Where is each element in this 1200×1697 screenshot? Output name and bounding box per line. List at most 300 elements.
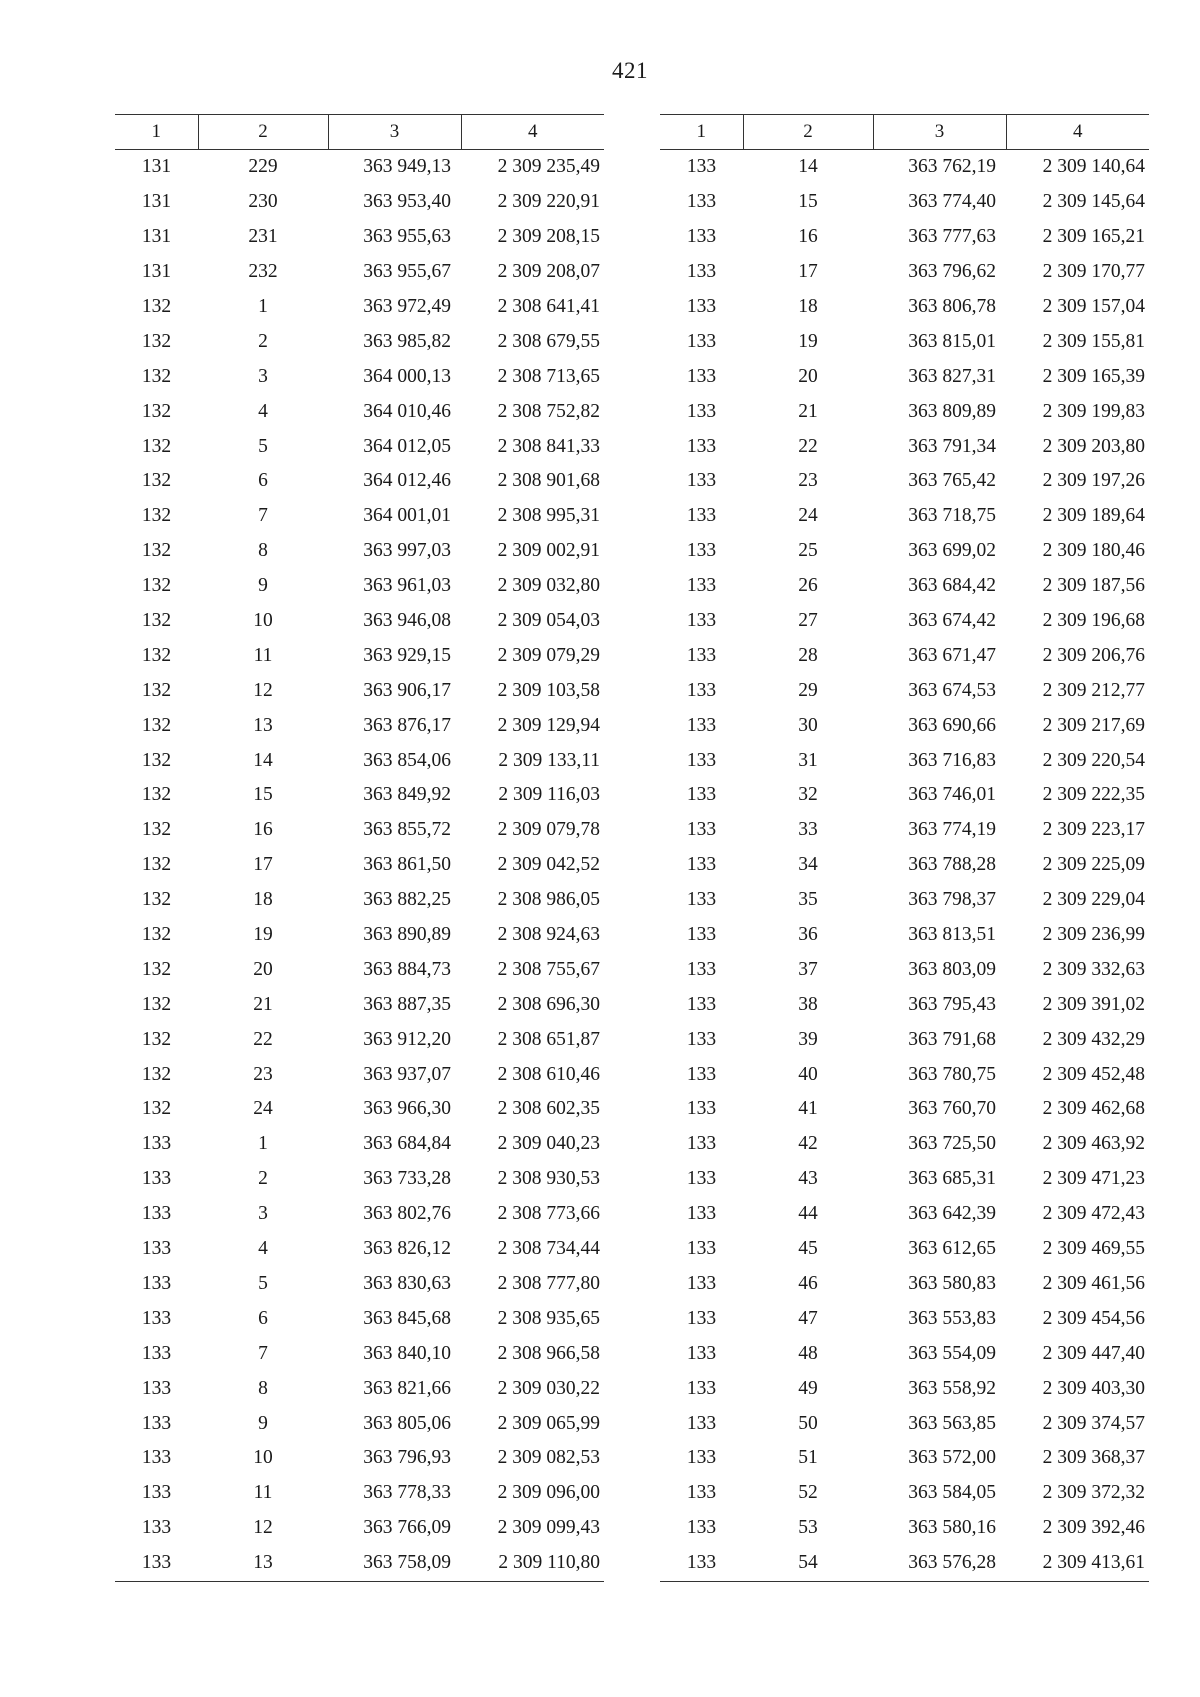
point-number-cell: 44 [798, 1203, 818, 1225]
y-coordinate-cell: 2 309 079,29 [497, 644, 600, 666]
parcel-number-cell: 133 [141, 1377, 172, 1399]
table-row [660, 848, 1149, 883]
point-number-cell: 15 [798, 191, 818, 213]
y-coordinate-cell: 2 309 145,64 [1042, 191, 1145, 213]
x-coordinate-cell: 363 746,01 [908, 784, 996, 806]
parcel-number-cell: 132 [141, 854, 172, 876]
table-row [660, 1092, 1149, 1127]
table-row [660, 1476, 1149, 1511]
table-row [660, 673, 1149, 708]
table-row [115, 394, 604, 429]
parcel-number-cell: 133 [141, 1133, 172, 1155]
x-coordinate-cell: 363 684,42 [908, 575, 996, 597]
table-row [660, 987, 1149, 1022]
parcel-number-cell: 132 [141, 435, 172, 457]
y-coordinate-cell: 2 309 032,80 [497, 575, 600, 597]
point-number-cell: 3 [258, 365, 268, 387]
y-coordinate-cell: 2 309 065,99 [497, 1412, 600, 1434]
x-coordinate-cell: 364 012,05 [363, 435, 451, 457]
parcel-number-cell: 132 [141, 296, 172, 317]
column-header: 4 [1006, 115, 1149, 150]
y-coordinate-cell: 2 308 696,30 [497, 993, 600, 1015]
x-coordinate-cell: 363 946,08 [363, 610, 451, 632]
x-coordinate-cell: 363 854,06 [363, 749, 451, 771]
point-number-cell: 32 [798, 784, 818, 806]
table-row [660, 952, 1149, 987]
x-coordinate-cell: 363 849,92 [363, 784, 451, 806]
table-row [115, 464, 604, 499]
y-coordinate-cell: 2 308 651,87 [497, 1028, 600, 1050]
parcel-number-cell: 133 [686, 714, 717, 736]
y-coordinate-cell: 2 308 755,67 [497, 958, 600, 980]
x-coordinate-cell: 363 576,28 [908, 1552, 996, 1574]
parcel-number-cell: 133 [686, 330, 717, 352]
x-coordinate-cell: 363 674,42 [908, 610, 996, 632]
parcel-number-cell: 133 [141, 1238, 172, 1260]
y-coordinate-cell: 2 309 222,35 [1042, 784, 1145, 806]
parcel-number-cell: 132 [141, 330, 172, 352]
parcel-number-cell: 133 [686, 784, 717, 806]
point-number-cell: 29 [798, 679, 818, 701]
point-number-cell: 22 [253, 1028, 273, 1050]
x-coordinate-cell: 363 884,73 [363, 958, 451, 980]
parcel-number-cell: 133 [686, 1377, 717, 1399]
parcel-number-cell: 133 [686, 261, 717, 283]
y-coordinate-cell: 2 309 462,68 [1042, 1098, 1145, 1120]
point-number-cell: 229 [248, 156, 278, 178]
point-number-cell: 42 [798, 1133, 818, 1155]
parcel-number-cell: 133 [686, 749, 717, 771]
parcel-number-cell: 132 [141, 644, 172, 666]
x-coordinate-cell: 363 584,05 [908, 1482, 996, 1504]
table-row [115, 918, 604, 953]
x-coordinate-cell: 363 777,63 [908, 226, 996, 248]
x-coordinate-cell: 363 788,28 [908, 854, 996, 876]
parcel-number-cell: 131 [141, 156, 172, 178]
x-coordinate-cell: 363 997,03 [363, 540, 451, 562]
y-coordinate-cell: 2 309 220,54 [1042, 749, 1145, 771]
table-row [115, 220, 604, 255]
table-row [660, 1546, 1149, 1581]
table-row [660, 1406, 1149, 1441]
y-coordinate-cell: 2 309 452,48 [1042, 1063, 1145, 1085]
x-coordinate-cell: 363 906,17 [363, 679, 451, 701]
parcel-number-cell: 133 [686, 993, 717, 1015]
point-number-cell: 14 [253, 749, 273, 771]
y-coordinate-cell: 2 308 713,65 [497, 365, 600, 387]
x-coordinate-cell: 363 762,19 [908, 156, 996, 178]
table-row [115, 1336, 604, 1371]
table-row [115, 499, 604, 534]
y-coordinate-cell: 2 309 391,02 [1042, 993, 1145, 1015]
parcel-number-cell: 132 [141, 1063, 172, 1085]
point-number-cell: 10 [253, 1447, 273, 1469]
x-coordinate-cell: 363 809,89 [908, 400, 996, 422]
column-header: 2 [198, 115, 328, 150]
table-row [660, 778, 1149, 813]
point-number-cell: 9 [258, 1412, 268, 1434]
parcel-number-cell: 132 [141, 749, 172, 771]
parcel-number-cell: 133 [686, 156, 717, 178]
x-coordinate-cell: 363 806,78 [908, 296, 996, 317]
x-coordinate-cell: 363 949,13 [363, 156, 451, 178]
parcel-number-cell: 133 [686, 958, 717, 980]
y-coordinate-cell: 2 309 332,63 [1042, 958, 1145, 980]
x-coordinate-cell: 363 821,66 [363, 1377, 451, 1399]
table-row [115, 1162, 604, 1197]
table-row [115, 883, 604, 918]
point-number-cell: 45 [798, 1238, 818, 1260]
point-number-cell: 34 [798, 854, 818, 876]
x-coordinate-cell: 363 766,09 [363, 1517, 451, 1539]
y-coordinate-cell: 2 309 413,61 [1042, 1552, 1145, 1574]
parcel-number-cell: 133 [686, 1272, 717, 1294]
y-coordinate-cell: 2 309 199,83 [1042, 400, 1145, 422]
y-coordinate-cell: 2 309 197,26 [1042, 470, 1145, 492]
table-row [660, 324, 1149, 359]
table-row [115, 638, 604, 673]
table-row [660, 1057, 1149, 1092]
table-row [660, 1301, 1149, 1336]
table-row [660, 1441, 1149, 1476]
parcel-number-cell: 133 [686, 679, 717, 701]
y-coordinate-cell: 2 308 841,33 [497, 435, 600, 457]
x-coordinate-cell: 363 725,50 [908, 1133, 996, 1155]
table-row [115, 848, 604, 883]
parcel-number-cell: 133 [686, 1028, 717, 1050]
y-coordinate-cell: 2 309 082,53 [497, 1447, 600, 1469]
x-coordinate-cell: 363 805,06 [363, 1412, 451, 1434]
parcel-number-cell: 131 [141, 226, 172, 248]
table-row [660, 1371, 1149, 1406]
point-number-cell: 4 [258, 1238, 268, 1260]
point-number-cell: 18 [798, 296, 818, 317]
column-header: 1 [151, 121, 161, 142]
y-coordinate-cell: 2 309 189,64 [1042, 505, 1145, 527]
point-number-cell: 24 [798, 505, 818, 527]
x-coordinate-cell: 363 861,50 [363, 854, 451, 876]
x-coordinate-cell: 363 554,09 [908, 1342, 996, 1364]
point-number-cell: 19 [253, 924, 273, 946]
y-coordinate-cell: 2 309 140,64 [1042, 156, 1145, 178]
parcel-number-cell: 133 [141, 1272, 172, 1294]
point-number-cell: 8 [258, 1377, 268, 1399]
y-coordinate-cell: 2 309 079,78 [497, 819, 600, 841]
x-coordinate-cell: 363 798,37 [908, 889, 996, 911]
point-number-cell: 8 [258, 540, 268, 562]
parcel-number-cell: 133 [141, 1168, 172, 1190]
x-coordinate-cell: 363 612,65 [908, 1238, 996, 1260]
parcel-number-cell: 133 [686, 1203, 717, 1225]
table-row [115, 1092, 604, 1127]
x-coordinate-cell: 363 774,19 [908, 819, 996, 841]
point-number-cell: 23 [798, 470, 818, 492]
table-row [115, 778, 604, 813]
y-coordinate-cell: 2 308 641,41 [497, 296, 600, 317]
x-coordinate-cell: 363 972,49 [363, 296, 451, 317]
point-number-cell: 13 [253, 714, 273, 736]
x-coordinate-cell: 364 010,46 [363, 400, 451, 422]
table-row [660, 150, 1149, 185]
y-coordinate-cell: 2 309 374,57 [1042, 1412, 1145, 1434]
x-coordinate-cell: 363 830,63 [363, 1272, 451, 1294]
parcel-number-cell: 132 [141, 958, 172, 980]
table-row [660, 429, 1149, 464]
table-row [115, 1301, 604, 1336]
table-row [115, 708, 604, 743]
coordinates-table-left [115, 114, 604, 1582]
parcel-number-cell: 133 [141, 1447, 172, 1469]
table-row [660, 290, 1149, 325]
parcel-number-cell: 132 [141, 1028, 172, 1050]
table-row [115, 1057, 604, 1092]
table-row [115, 1476, 604, 1511]
x-coordinate-cell: 363 929,15 [363, 644, 451, 666]
x-coordinate-cell: 363 758,09 [363, 1552, 451, 1574]
table-row [115, 1406, 604, 1441]
parcel-number-cell: 133 [686, 575, 717, 597]
y-coordinate-cell: 2 308 901,68 [497, 470, 600, 492]
table-row [115, 324, 604, 359]
y-coordinate-cell: 2 308 995,31 [497, 505, 600, 527]
point-number-cell: 1 [258, 296, 268, 317]
x-coordinate-cell: 363 796,62 [908, 261, 996, 283]
point-number-cell: 33 [798, 819, 818, 841]
table-row [660, 359, 1149, 394]
parcel-number-cell: 133 [686, 226, 717, 248]
column-header: 3 [873, 115, 1006, 150]
parcel-number-cell: 133 [686, 1063, 717, 1085]
x-coordinate-cell: 363 840,10 [363, 1342, 451, 1364]
y-coordinate-cell: 2 309 155,81 [1042, 330, 1145, 352]
y-coordinate-cell: 2 309 165,21 [1042, 226, 1145, 248]
x-coordinate-cell: 363 780,75 [908, 1063, 996, 1085]
parcel-number-cell: 133 [686, 1517, 717, 1539]
point-number-cell: 21 [798, 400, 818, 422]
parcel-number-cell: 132 [141, 505, 172, 527]
y-coordinate-cell: 2 309 099,43 [497, 1517, 600, 1539]
parcel-number-cell: 133 [686, 365, 717, 387]
table-row [115, 952, 604, 987]
point-number-cell: 47 [798, 1307, 818, 1329]
table-row [115, 1197, 604, 1232]
parcel-number-cell: 133 [141, 1203, 172, 1225]
table-row [115, 987, 604, 1022]
table-row [660, 255, 1149, 290]
y-coordinate-cell: 2 309 229,04 [1042, 889, 1145, 911]
point-number-cell: 23 [253, 1063, 273, 1085]
x-coordinate-cell: 363 887,35 [363, 993, 451, 1015]
point-number-cell: 17 [798, 261, 818, 283]
parcel-number-cell: 133 [686, 924, 717, 946]
page-number: 421 [612, 58, 648, 83]
table-row [660, 185, 1149, 220]
column-header: 4 [461, 115, 604, 150]
x-coordinate-cell: 363 813,51 [908, 924, 996, 946]
point-number-cell: 24 [253, 1098, 273, 1120]
x-coordinate-cell: 363 876,17 [363, 714, 451, 736]
point-number-cell: 54 [798, 1552, 818, 1574]
table-row [660, 1511, 1149, 1546]
y-coordinate-cell: 2 309 208,15 [497, 226, 600, 248]
parcel-number-cell: 133 [141, 1307, 172, 1329]
y-coordinate-cell: 2 309 110,80 [498, 1552, 600, 1574]
point-number-cell: 5 [258, 435, 268, 457]
y-coordinate-cell: 2 308 966,58 [497, 1342, 600, 1364]
point-number-cell: 15 [253, 784, 273, 806]
y-coordinate-cell: 2 309 235,49 [497, 156, 600, 178]
table-row [115, 743, 604, 778]
y-coordinate-cell: 2 309 471,23 [1042, 1168, 1145, 1190]
x-coordinate-cell: 363 855,72 [363, 819, 451, 841]
point-number-cell: 14 [798, 156, 818, 178]
y-coordinate-cell: 2 309 236,99 [1042, 924, 1145, 946]
parcel-number-cell: 133 [686, 854, 717, 876]
y-coordinate-cell: 2 309 030,22 [497, 1377, 600, 1399]
x-coordinate-cell: 363 563,85 [908, 1412, 996, 1434]
table-row [660, 1232, 1149, 1267]
y-coordinate-cell: 2 308 602,35 [497, 1098, 600, 1120]
table-header-row [115, 115, 604, 150]
y-coordinate-cell: 2 309 454,56 [1042, 1307, 1145, 1329]
point-number-cell: 7 [258, 505, 268, 527]
parcel-number-cell: 132 [141, 993, 172, 1015]
table-row [115, 1371, 604, 1406]
point-number-cell: 230 [248, 191, 278, 213]
parcel-number-cell: 131 [141, 261, 172, 283]
y-coordinate-cell: 2 309 002,91 [497, 540, 600, 562]
table-row [660, 1197, 1149, 1232]
table-row [115, 290, 604, 325]
table-row [115, 150, 604, 185]
point-number-cell: 6 [258, 470, 268, 492]
table-row [115, 359, 604, 394]
parcel-number-cell: 132 [141, 540, 172, 562]
parcel-number-cell: 133 [141, 1412, 172, 1434]
parcel-number-cell: 131 [141, 191, 172, 213]
parcel-number-cell: 133 [686, 1552, 717, 1574]
table-row [115, 813, 604, 848]
point-number-cell: 3 [258, 1203, 268, 1225]
x-coordinate-cell: 363 572,00 [908, 1447, 996, 1469]
x-coordinate-cell: 363 553,83 [908, 1307, 996, 1329]
table-row [115, 604, 604, 639]
x-coordinate-cell: 363 690,66 [908, 714, 996, 736]
x-coordinate-cell: 363 912,20 [363, 1028, 451, 1050]
x-coordinate-cell: 363 882,25 [363, 889, 451, 911]
point-number-cell: 31 [798, 749, 818, 771]
x-coordinate-cell: 363 802,76 [363, 1203, 451, 1225]
parcel-number-cell: 133 [686, 191, 717, 213]
parcel-number-cell: 133 [686, 435, 717, 457]
parcel-number-cell: 132 [141, 575, 172, 597]
y-coordinate-cell: 2 309 157,04 [1042, 296, 1145, 317]
point-number-cell: 4 [258, 400, 268, 422]
parcel-number-cell: 132 [141, 819, 172, 841]
parcel-number-cell: 132 [141, 714, 172, 736]
point-number-cell: 12 [253, 679, 273, 701]
point-number-cell: 5 [258, 1272, 268, 1294]
x-coordinate-cell: 363 699,02 [908, 540, 996, 562]
x-coordinate-cell: 363 795,43 [908, 993, 996, 1015]
x-coordinate-cell: 363 966,30 [363, 1098, 451, 1120]
x-coordinate-cell: 363 953,40 [363, 191, 451, 213]
y-coordinate-cell: 2 309 203,80 [1042, 435, 1145, 457]
y-coordinate-cell: 2 308 935,65 [497, 1307, 600, 1329]
point-number-cell: 12 [253, 1517, 273, 1539]
parcel-number-cell: 133 [686, 470, 717, 492]
point-number-cell: 49 [798, 1377, 818, 1399]
point-number-cell: 11 [253, 1482, 273, 1504]
point-number-cell: 16 [798, 226, 818, 248]
y-coordinate-cell: 2 308 734,44 [497, 1238, 600, 1260]
x-coordinate-cell: 363 642,39 [908, 1203, 996, 1225]
parcel-number-cell: 132 [141, 784, 172, 806]
y-coordinate-cell: 2 309 133,11 [498, 749, 600, 771]
table-row [115, 569, 604, 604]
parcel-number-cell: 133 [686, 1447, 717, 1469]
parcel-number-cell: 133 [686, 1307, 717, 1329]
table-row [660, 499, 1149, 534]
point-number-cell: 40 [798, 1063, 818, 1085]
table-row [660, 743, 1149, 778]
parcel-number-cell: 133 [686, 1342, 717, 1364]
y-coordinate-cell: 2 309 403,30 [1042, 1377, 1145, 1399]
table-row [660, 918, 1149, 953]
x-coordinate-cell: 363 791,34 [908, 435, 996, 457]
parcel-number-cell: 132 [141, 610, 172, 632]
table-row [115, 1267, 604, 1302]
x-coordinate-cell: 363 961,03 [363, 575, 451, 597]
point-number-cell: 39 [798, 1028, 818, 1050]
x-coordinate-cell: 363 733,28 [363, 1168, 451, 1190]
parcel-number-cell: 132 [141, 400, 172, 422]
table-row [660, 220, 1149, 255]
y-coordinate-cell: 2 309 054,03 [497, 610, 600, 632]
y-coordinate-cell: 2 309 042,52 [497, 854, 600, 876]
x-coordinate-cell: 363 955,67 [363, 261, 451, 283]
parcel-number-cell: 133 [686, 1168, 717, 1190]
y-coordinate-cell: 2 309 368,37 [1042, 1447, 1145, 1469]
point-number-cell: 30 [798, 714, 818, 736]
y-coordinate-cell: 2 308 777,80 [497, 1272, 600, 1294]
y-coordinate-cell: 2 309 432,29 [1042, 1028, 1145, 1050]
y-coordinate-cell: 2 309 103,58 [497, 679, 600, 701]
x-coordinate-cell: 363 815,01 [908, 330, 996, 352]
point-number-cell: 20 [253, 958, 273, 980]
parcel-number-cell: 132 [141, 365, 172, 387]
y-coordinate-cell: 2 309 447,40 [1042, 1342, 1145, 1364]
y-coordinate-cell: 2 309 372,32 [1042, 1482, 1145, 1504]
x-coordinate-cell: 363 558,92 [908, 1377, 996, 1399]
x-coordinate-cell: 363 803,09 [908, 958, 996, 980]
y-coordinate-cell: 2 309 187,56 [1042, 575, 1145, 597]
table-row [115, 534, 604, 569]
column-header: 2 [743, 115, 873, 150]
point-number-cell: 6 [258, 1307, 268, 1329]
parcel-number-cell: 133 [686, 1098, 717, 1120]
point-number-cell: 22 [798, 435, 818, 457]
x-coordinate-cell: 363 791,68 [908, 1028, 996, 1050]
point-number-cell: 26 [798, 575, 818, 597]
point-number-cell: 41 [798, 1098, 818, 1120]
table-header-row [660, 115, 1149, 150]
table-row [115, 1441, 604, 1476]
y-coordinate-cell: 2 309 225,09 [1042, 854, 1145, 876]
parcel-number-cell: 132 [141, 470, 172, 492]
table-row [660, 394, 1149, 429]
table-row [660, 708, 1149, 743]
